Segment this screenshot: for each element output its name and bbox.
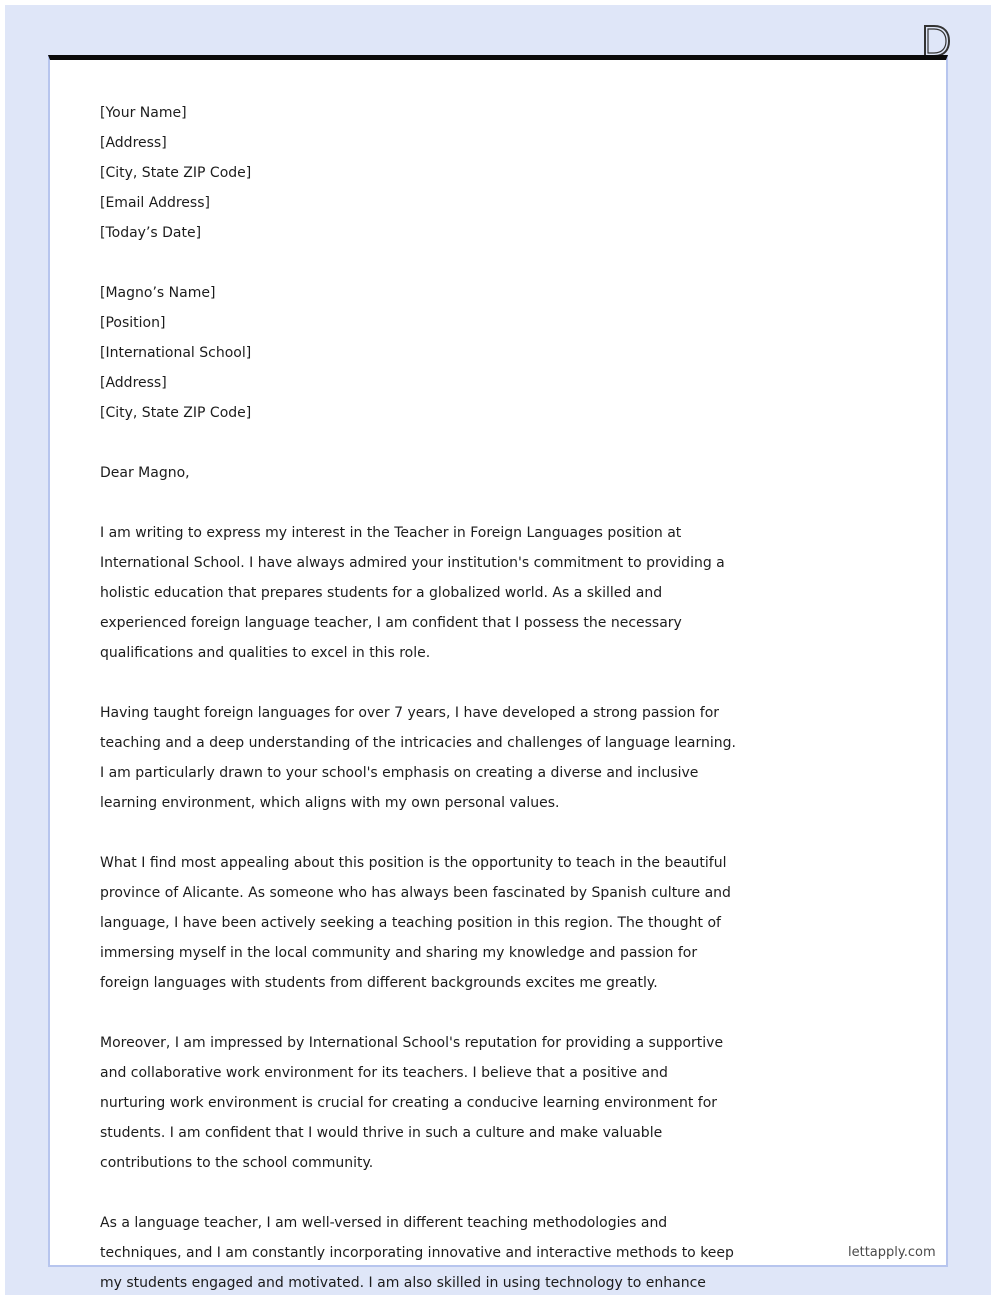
paragraph-line: my students engaged and motivated. I am also skilled in using technology to enhance	[100, 1275, 706, 1291]
paragraph-line: language, I have been actively seeking a teaching position in this region. The thought of	[100, 915, 721, 931]
body-paragraph	[100, 518, 900, 668]
paragraph-line: techniques, and I am constantly incorporating innovative and interactive methods to keep	[100, 1245, 734, 1261]
paragraph-line: contributions to the school community.	[100, 1155, 374, 1171]
paragraph-line: qualifications and qualities to excel in this role.	[100, 645, 431, 661]
letter-d-outline-icon	[922, 23, 952, 59]
paragraph-line: experienced foreign language teacher, I am confident that I possess the necessary	[100, 615, 682, 631]
sender-address: [Address]	[100, 135, 167, 151]
paragraph-line: teaching and a deep understanding of the intricacies and challenges of language learning.	[100, 735, 736, 751]
watermark: lettapply.com	[848, 1245, 936, 1260]
letter-date: [Today’s Date]	[100, 225, 202, 241]
paragraph-line: What I find most appealing about this position is the opportunity to teach in the beautiful	[100, 855, 727, 871]
sender-city: [City, State ZIP Code]	[100, 165, 252, 181]
sender-name: [Your Name]	[100, 105, 187, 121]
paragraph-line: I am writing to express my interest in the Teacher in Foreign Languages position at	[100, 525, 682, 541]
body-paragraph	[100, 1028, 900, 1178]
paragraph-line: Moreover, I am impressed by International School's reputation for providing a supportive	[100, 1035, 724, 1051]
paragraph-line: province of Alicante. As someone who has always been fascinated by Spanish culture and	[100, 885, 731, 901]
recipient-name: [Magno’s Name]	[100, 285, 216, 301]
paragraph-line: foreign languages with students from different backgrounds excites me greatly.	[100, 975, 658, 991]
salutation: Dear Magno,	[100, 465, 190, 481]
sender-email: [Email Address]	[100, 195, 210, 211]
paragraph-line: Having taught foreign languages for over 7 years, I have developed a strong passion for	[100, 705, 720, 721]
paragraph-line: I am particularly drawn to your school's emphasis on creating a diverse and inclusive	[100, 765, 699, 781]
paragraph-line: learning environment, which aligns with my own personal values.	[100, 795, 560, 811]
recipient-organization: [International School]	[100, 345, 252, 361]
sender-block	[100, 98, 900, 248]
paragraph-line: students. I am confident that I would thrive in such a culture and make valuable	[100, 1125, 663, 1141]
paragraph-line: nurturing work environment is crucial for creating a conducive learning environment for	[100, 1095, 718, 1111]
paragraph-line: International School. I have always admired your institution's commitment to providing a	[100, 555, 725, 571]
body-paragraph	[100, 848, 900, 998]
paragraph-line: holistic education that prepares students for a globalized world. As a skilled and	[100, 585, 663, 601]
body-paragraph	[100, 1208, 900, 1298]
cover-letter	[100, 98, 900, 1298]
body-paragraph	[100, 698, 900, 818]
paragraph-line: immersing myself in the local community and sharing my knowledge and passion for	[100, 945, 698, 961]
recipient-city: [City, State ZIP Code]	[100, 405, 252, 421]
recipient-address: [Address]	[100, 375, 167, 391]
paragraph-line: As a language teacher, I am well-versed in different teaching methodologies and	[100, 1215, 668, 1231]
paragraph-line: and collaborative work environment for its teachers. I believe that a positive and	[100, 1065, 668, 1081]
recipient-position: [Position]	[100, 315, 166, 331]
recipient-block	[100, 278, 900, 428]
